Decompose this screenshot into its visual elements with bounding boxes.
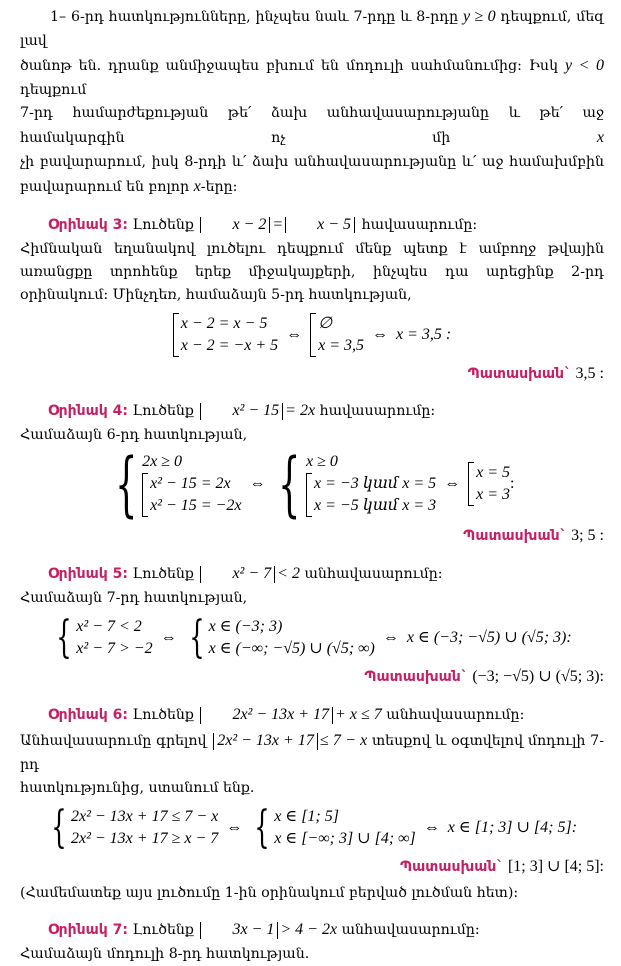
display-formula: { x² − 7 < 2 x² − 7 > −2 ⇔ { x ∈ (−3; 3) x ∈ (−∞; −√5) ∪ (√5; ∞) ⇔ x ∈ (−3; −√5) ∪ (√5; 3): — [56, 612, 572, 664]
answer-label: Պատասխան` — [400, 858, 504, 875]
abs-expression: x − 2 — [200, 217, 270, 234]
answer-label: Պատասխան` — [467, 365, 572, 382]
paragraph: Համաձայն 7-րդ հատկության, — [20, 590, 248, 607]
example-label: Օրինակ 4: — [48, 403, 129, 420]
example-6 — [20, 702, 604, 905]
example-label: Օրինակ 5: — [48, 566, 129, 583]
intro-paragraph — [20, 4, 604, 200]
equiv-symbol: ⇔ — [372, 325, 389, 343]
example-heading: Օրինակ 6: Լուծենք 2x² − 13x + 17 + x ≤ 7 անհավասարումը: — [48, 706, 525, 724]
intro-line: ծանոթ են. դրանք անմիջապես բխում են մոդուլի սահմանումից: Իսկ y < 0 դեպքում — [20, 56, 604, 98]
example-heading: Օրինակ 4: Լուծենք x² − 15 = 2x հավասարումը: — [48, 402, 436, 420]
answer-label: Պատասխան` — [364, 669, 468, 686]
brace: { — [188, 612, 205, 664]
intro-line: 7-րդ համարժեքության թե՛ ձախ անհավասարությանը և թե՛ աջ համակարգին ոչ մի x — [20, 104, 604, 146]
equiv-symbol: ⇔ — [249, 475, 266, 493]
example-label: Օրինակ 3: — [48, 216, 129, 233]
equation-set: ∅ x = 3,5 — [310, 313, 364, 357]
example-heading: Օրինակ 7: Լուծենք 3x − 1 > 4 − 2x անհավասարումը: — [48, 920, 480, 938]
math-inline: y ≥ 0 — [462, 8, 496, 25]
equiv-symbol: ⇔ — [286, 325, 303, 343]
example-5 — [20, 561, 604, 690]
equation-set: x − 2 = x − 5 x − 2 = −x + 5 — [173, 313, 278, 357]
math-inline: x — [596, 128, 604, 146]
equiv-symbol: ⇔ — [423, 818, 440, 836]
abs-expression: 3x − 1 — [200, 922, 278, 939]
display-formula: { 2x ≥ 0 x² − 15 = 2x x² − 15 = −2x ⇔ { x ≥ 0 x = −3 կամ x = 5 x = −5 կամ x = 3 ⇔ x = 5 x = 3 : — [114, 443, 515, 526]
paragraph: Համաձայն 6-րդ հատկության, — [20, 427, 248, 444]
equation-set: x = 5 x = 3 — [468, 462, 510, 506]
math-inline: x — [193, 177, 201, 195]
system: 2x ≥ 0 x² − 15 = 2x x² − 15 = −2x — [142, 451, 241, 517]
abs-expression: x² − 15 — [200, 403, 283, 420]
answer-line — [20, 854, 604, 880]
intro-line: չի բավարարում, իսկ 8-րդի և՛ ձախ անհավասարությանը և՛ աջ համախմբին — [20, 153, 604, 170]
example-7 — [20, 917, 604, 966]
answer-value: [1; 3] ∪ [4; 5]: — [507, 857, 604, 875]
example-heading: Օրինակ 5: Լուծենք x² − 7 < 2 անհավասարումը: — [48, 565, 443, 583]
answer-line — [20, 664, 604, 690]
example-3 — [20, 212, 604, 387]
system: x ≥ 0 x = −3 կամ x = 5 x = −5 կամ x = 3 — [306, 451, 436, 517]
answer-value: (−3; −√5) ∪ (√5; 3): — [472, 668, 604, 686]
display-formula: { 2x² − 13x + 17 ≤ 7 − x 2x² − 13x + 17 ≥ x − 7 ⇔ { x ∈ [1; 5] x ∈ [−∞; 3] ∪ [4; ∞] ⇔ x ∈ [1; 3] ∪ [4; 5]: — [51, 801, 578, 853]
display-formula — [20, 313, 604, 357]
result: x ∈ (−3; −√5) ∪ (√5; 3): — [406, 629, 572, 647]
paragraph: Անհավասարումը գրելով 2x² − 13x + 17 ≤ 7 − x տեսքով և օգտվելով մոդուլի 7-րդ — [20, 731, 605, 773]
brace: { — [51, 801, 67, 853]
example-heading: Օրինակ 3: Լուծենք x − 2 = x − 5 հավասարումը: — [48, 215, 478, 233]
answer-value: 3,5 : — [575, 364, 604, 382]
paragraph: հատկությունից, ստանում ենք. — [20, 779, 255, 796]
example-label: Օրինակ 6: — [48, 707, 129, 724]
answer-value: 3; 5 : — [571, 527, 604, 545]
brace: { — [114, 443, 137, 526]
equiv-symbol: ⇔ — [160, 629, 177, 647]
paragraph: Համաձայն մոդուլի 8-րդ հատկության. — [20, 945, 310, 962]
answer-line — [20, 523, 604, 549]
brace: { — [254, 801, 270, 853]
equiv-symbol: ⇔ — [226, 818, 243, 836]
brace: { — [56, 612, 72, 664]
example-label: Օրինակ 7: — [48, 921, 129, 938]
intro-line: 1– 6-րդ հատկությունները, ինչպես նաև 7-րդը և 8-րդը y ≥ 0 դեպքում, մեզ լավ — [20, 8, 604, 49]
equiv-symbol: ⇔ — [382, 629, 399, 647]
note: (Համեմատեք այս լուծումը 1-ին օրինակում բերված լուծման հետ): — [20, 884, 519, 901]
answer-line — [20, 361, 604, 387]
abs-expression: x² − 7 — [200, 566, 275, 583]
paragraph: Հիմնական եղանակով լուծելու դեպքում մենք պետք է ամբողջ թվային առանցքը տրոհենք երեք միջակայքերի, ինչպես դա արեցինք 2-րդ օրինակում: Մինչդեռ, համաձայն 5-րդ հատկության, — [20, 240, 604, 303]
result: x = 3,5 : — [396, 325, 452, 343]
answer-label: Պատասխան` — [463, 528, 567, 545]
math-inline: y < 0 — [565, 56, 604, 74]
example-4 — [20, 398, 604, 549]
equiv-symbol: ⇔ — [444, 475, 461, 493]
result: x ∈ [1; 3] ∪ [4; 5]: — [447, 818, 578, 836]
brace: { — [278, 443, 301, 526]
abs-expression: x − 5 — [285, 217, 355, 234]
intro-line: բավարարում են բոլոր x-երը: — [20, 177, 238, 195]
abs-expression: 2x² − 13x + 17 — [200, 707, 333, 724]
abs-expression: 2x² − 13x + 17 — [213, 733, 318, 750]
